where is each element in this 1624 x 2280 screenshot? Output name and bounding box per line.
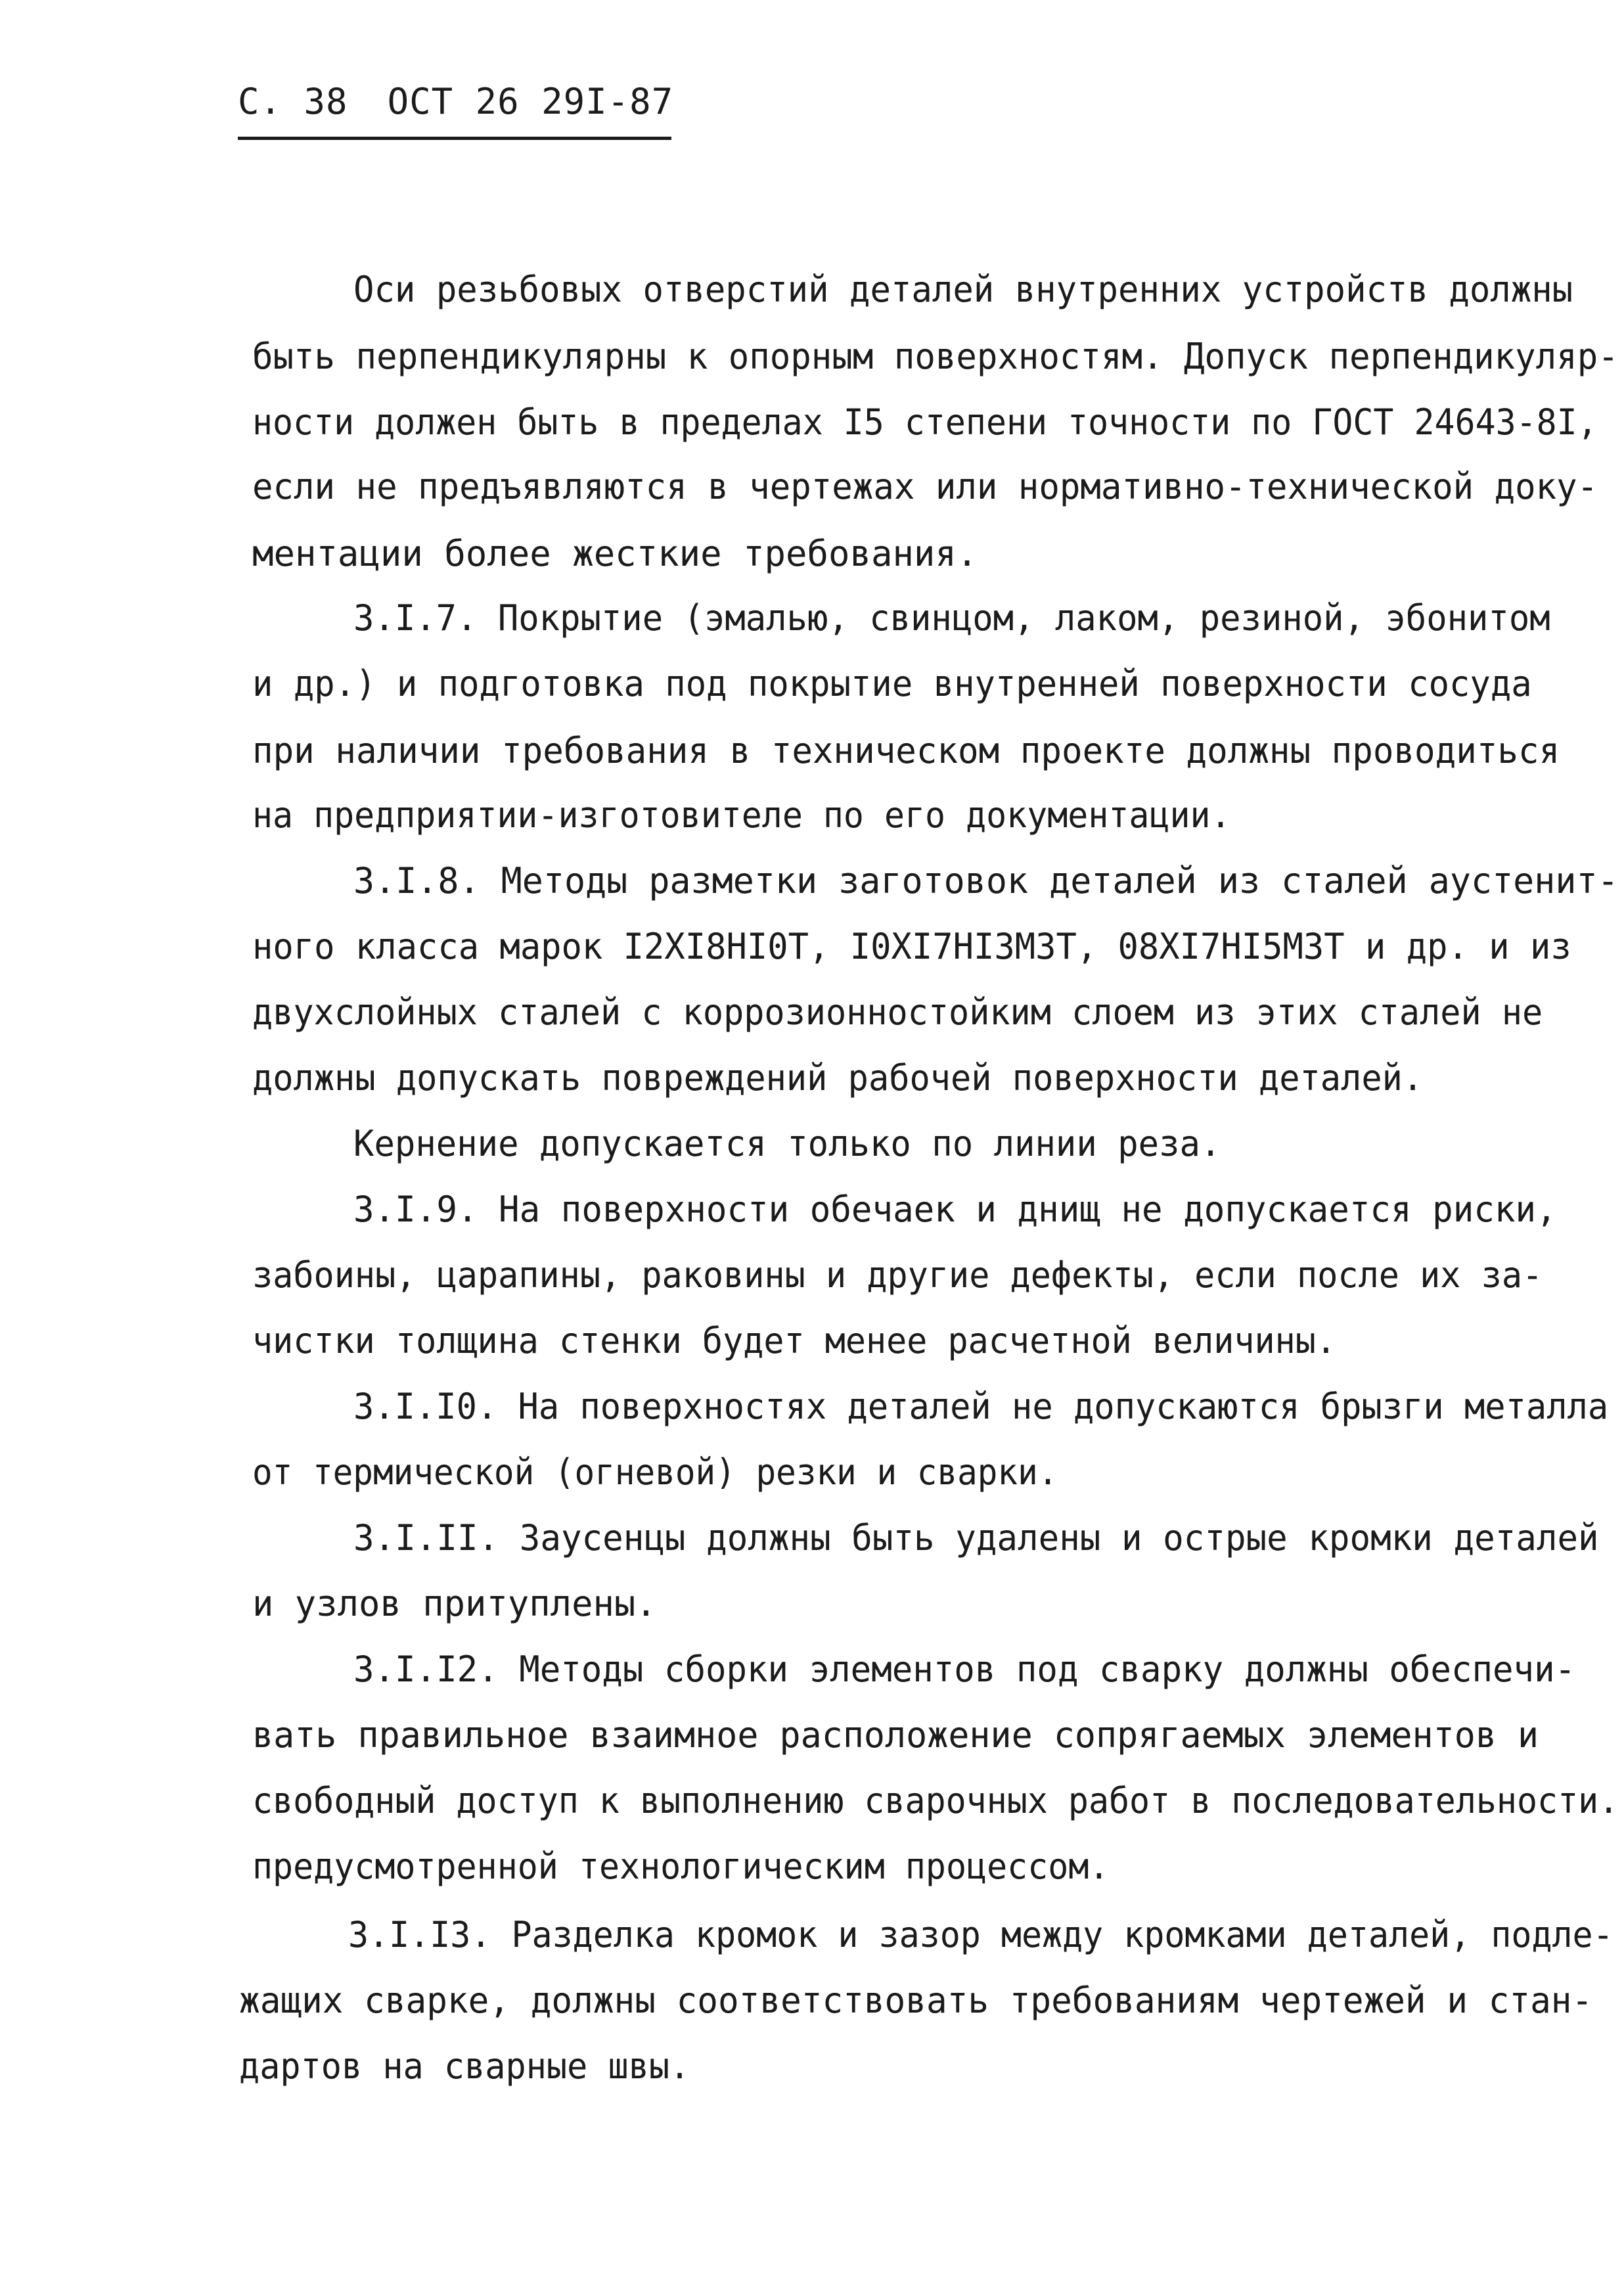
text-line: забоины, царапины, раковины и другие дефекты, если после их за-	[252, 1254, 1543, 1296]
text-line: быть перпендикулярны к опорным поверхностям. Допуск перпендикуляр-	[252, 336, 1619, 377]
text-line: двухслойных сталей с коррозионностойким слоем из этих сталей не	[252, 992, 1543, 1033]
text-line: от термической (огневой) резки и сварки.	[252, 1451, 1058, 1493]
text-line: дартов на сварные швы.	[239, 2045, 690, 2087]
text-line: 3.I.II. Заусенцы должны быть удалены и острые кромки деталей	[353, 1517, 1599, 1559]
text-line: и др.) и подготовка под покрытие внутренней поверхности сосуда	[252, 663, 1532, 704]
text-line: 3.I.I3. Разделка кромок и зазор между кромками деталей, подле-	[348, 1914, 1613, 1955]
text-line: ности должен быть в пределах I5 степени точности по ГОСТ 24643-8I,	[252, 401, 1598, 443]
text-line: 3.I.I0. На поверхностях деталей не допускаются брызги металла	[353, 1386, 1609, 1427]
text-line: 3.I.9. На поверхности обечаек и днищ не допускается риски,	[353, 1189, 1557, 1230]
text-line: на предприятии-изготовителе по его документации.	[252, 794, 1231, 836]
text-line: чистки толщина стенки будет менее расчетной величины.	[252, 1320, 1337, 1361]
text-line: при наличии требования в техническом проекте должны проводиться	[252, 730, 1560, 771]
text-line: если не предъявляются в чертежах или нормативно-технической доку-	[252, 466, 1598, 507]
text-line: жащих сварке, должны соответствовать требованиям чертежей и стан-	[239, 1980, 1593, 2021]
text-line: 3.I.7. Покрытие (эмалью, свинцом, лаком, резиной, эбонитом	[353, 597, 1550, 639]
text-line: должны допускать повреждений рабочей поверхности деталей.	[252, 1057, 1424, 1099]
page-number: С. 38	[238, 81, 348, 122]
text-line: вать правильное взаимное расположение сопрягаемых элементов и	[252, 1714, 1539, 1756]
text-line: Оси резьбовых отверстий деталей внутренних устройств должны	[353, 269, 1573, 310]
text-line: свободный доступ к выполнению сварочных работ в последовательности.	[252, 1780, 1619, 1821]
text-line: 3.I.8. Методы разметки заготовок деталей из сталей аустенит-	[353, 860, 1619, 901]
text-line: Кернение допускается только по линии реза.	[353, 1123, 1221, 1164]
text-line: 3.I.I2. Методы сборки элементов под сварку должны обеспечи-	[353, 1649, 1576, 1690]
text-line: ного класса марок I2XI8HI0T, I0XI7HI3M3T, 08XI7HI5M3T и др. и из	[252, 926, 1571, 967]
text-line: и узлов притуплены.	[252, 1583, 657, 1624]
standard-code: ОСТ 26 29I-87	[387, 81, 674, 122]
text-line: предусмотренной технологическим процессом.	[252, 1846, 1110, 1887]
page-header	[238, 79, 673, 125]
header-underline	[238, 137, 671, 140]
text-line: ментации более жесткие требования.	[252, 533, 978, 574]
